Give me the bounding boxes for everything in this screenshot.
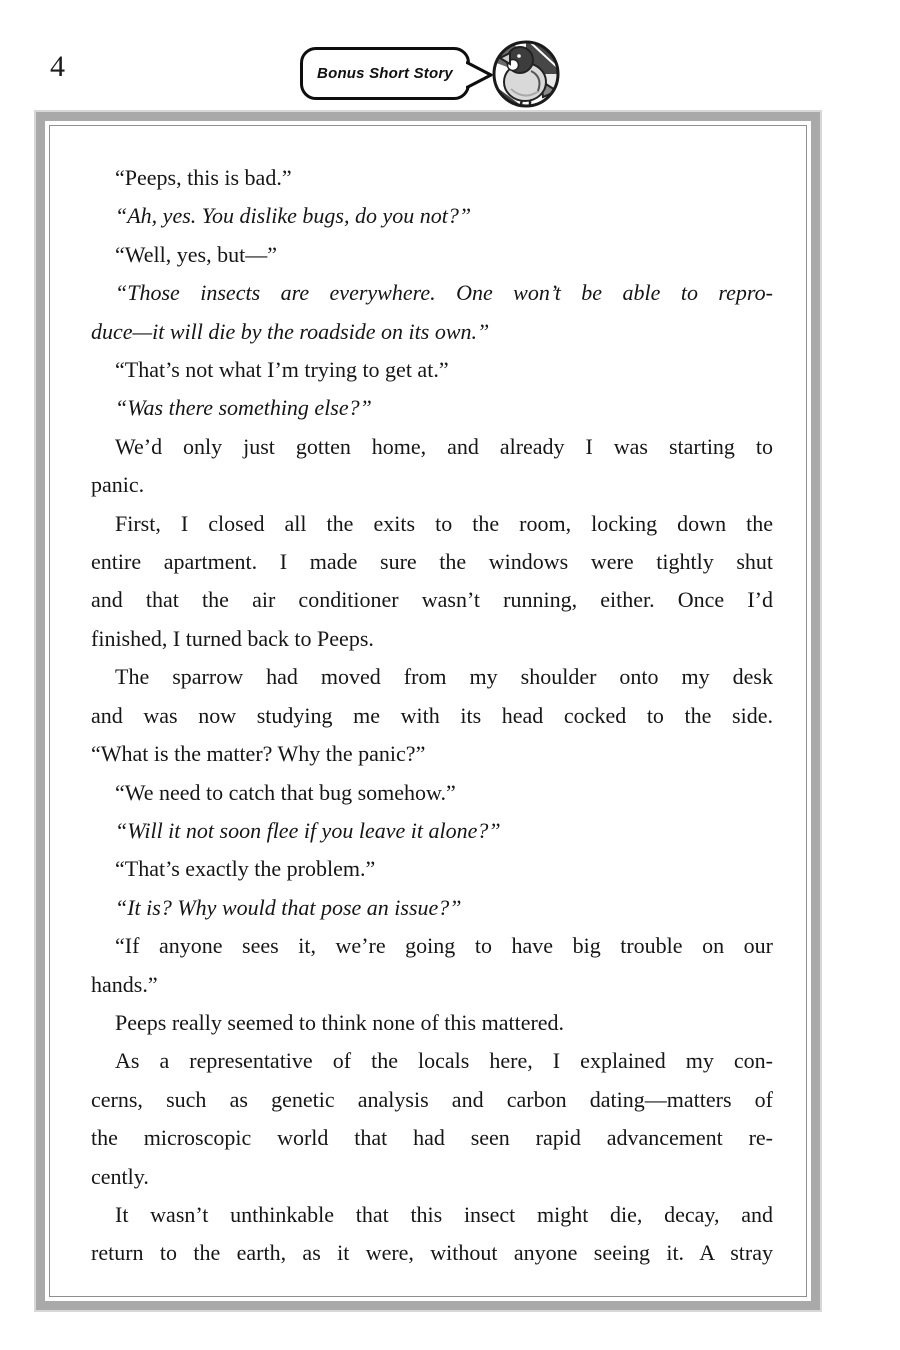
page-number: 4 bbox=[50, 50, 65, 83]
story-frame bbox=[36, 112, 820, 1310]
story-line: “Peeps, this is bad.” bbox=[115, 165, 292, 190]
story-line: “That’s not what I’m trying to get at.” bbox=[115, 357, 449, 383]
story-line: “That’s exactly the problem.” bbox=[115, 856, 376, 882]
sparrow-portrait-icon bbox=[491, 39, 561, 109]
story-line: Peeps really seemed to think none of this mattered. bbox=[115, 1009, 565, 1035]
story-line: “Was there something else?” bbox=[115, 395, 372, 421]
speech-bubble-tail-icon bbox=[466, 59, 496, 91]
story-line: and that the air conditioner wasn’t running, either. Once I’d bbox=[91, 587, 773, 613]
bubble-label: Bonus Short Story bbox=[317, 65, 453, 82]
story-line: entire apartment. I made sure the windows were tightly shut bbox=[91, 549, 773, 575]
story-line: As a representative of the locals here, I explained my con- bbox=[115, 1048, 773, 1074]
story-line: “Those insects are everywhere. One won’t be able to repro- bbox=[115, 280, 773, 306]
story-line: panic. bbox=[91, 472, 145, 498]
story-line: finished, I turned back to Peeps. bbox=[91, 625, 374, 651]
story-line: and was now studying me with its head cocked to the side. bbox=[91, 702, 773, 728]
story-line: “Ah, yes. You dislike bugs, do you not?” bbox=[115, 203, 472, 229]
story-line: First, I closed all the exits to the room, locking down the bbox=[115, 510, 773, 536]
bonus-story-bubble bbox=[300, 47, 470, 100]
story-line: the microscopic world that had seen rapid advancement re- bbox=[91, 1125, 773, 1151]
story-line: The sparrow had moved from my shoulder onto my desk bbox=[115, 664, 773, 690]
story-line: “We need to catch that bug somehow.” bbox=[115, 779, 456, 805]
story-line: “Will it not soon flee if you leave it alone?” bbox=[115, 817, 501, 843]
story-line: “Well, yes, but—” bbox=[115, 241, 277, 267]
story-line: It wasn’t unthinkable that this insect might die, decay, and bbox=[115, 1201, 773, 1227]
story-line: “What is the matter? Why the panic?” bbox=[91, 741, 426, 767]
story-line: “If anyone sees it, we’re going to have big trouble on our bbox=[115, 933, 773, 959]
story-line: hands.” bbox=[91, 971, 158, 997]
story-line: cerns, such as genetic analysis and carbon dating—matters of bbox=[91, 1086, 773, 1112]
story-text bbox=[91, 159, 773, 1273]
story-line: We’d only just gotten home, and already I was starting to bbox=[115, 433, 773, 459]
story-line: “It is? Why would that pose an issue?” bbox=[115, 894, 462, 920]
story-line: return to the earth, as it were, without anyone seeing it. A stray bbox=[91, 1240, 773, 1266]
story-line: duce—it will die by the roadside on its own.” bbox=[91, 318, 490, 344]
story-line: cently. bbox=[91, 1163, 149, 1189]
